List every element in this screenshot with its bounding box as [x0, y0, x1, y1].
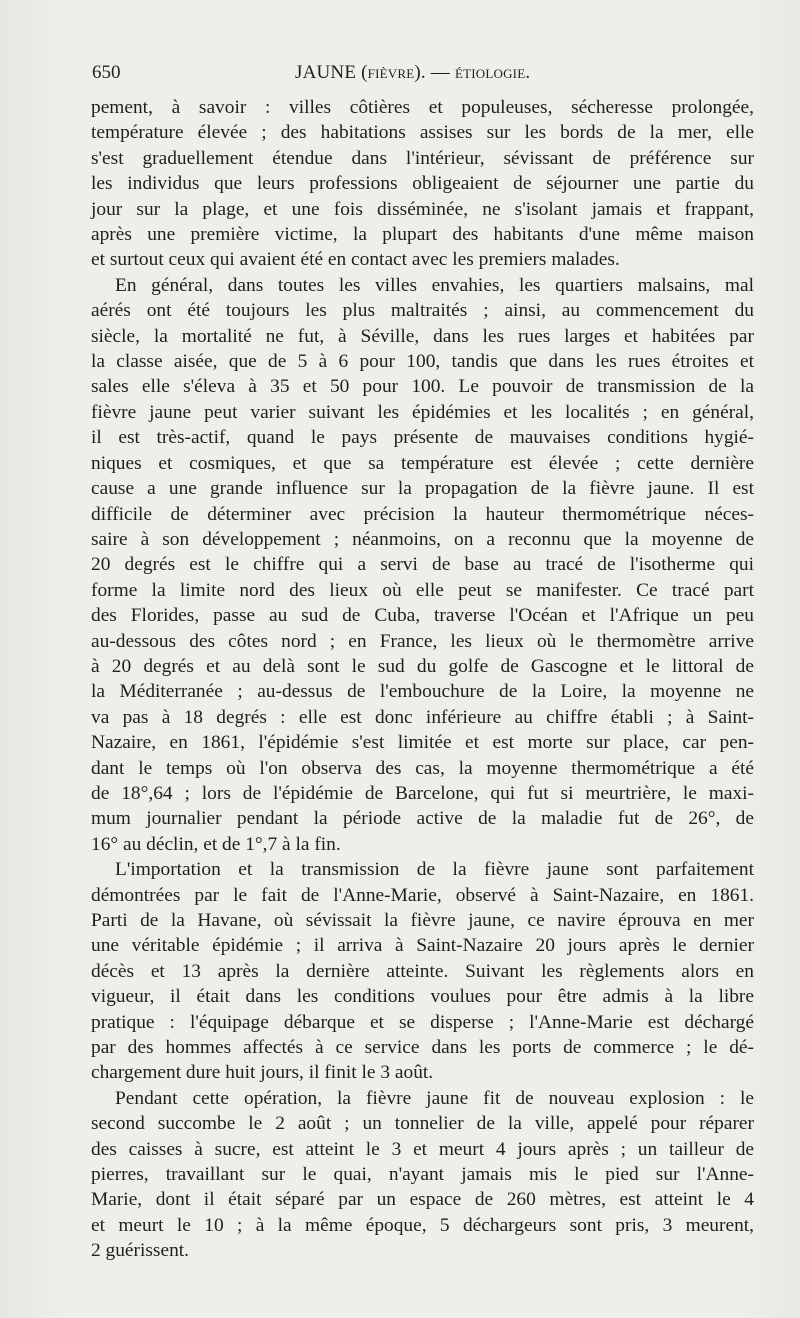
text-line: difficile de déterminer avec précision la hauteur thermométrique néces-: [91, 503, 754, 525]
body-text: [91, 95, 754, 1264]
text-line: fièvre jaune peut varier suivant les épidémies et les localités ; en général,: [91, 401, 754, 423]
text-line: pement, à savoir : villes côtières et populeuses, sécheresse prolongée,: [91, 97, 754, 118]
text-line: des Florides, passe au sud de Cuba, traverse l'Océan et l'Afrique un peu: [91, 605, 754, 627]
text-line: et surtout ceux qui avaient été en contact avec les premiers malades.: [91, 249, 620, 271]
paragraph-4: [91, 1086, 754, 1264]
paragraph-1: [91, 95, 754, 273]
paragraph-2: [91, 273, 754, 857]
text-line: mum journalier pendant la période active de la maladie fut de 26°, de: [91, 808, 754, 830]
text-line: Marie, dont il était séparé par un espace de 260 mètres, est atteint le 4: [91, 1189, 754, 1211]
text-line: des caisses à sucre, est atteint le 3 et meurt 4 jours après ; un tailleur de: [91, 1138, 754, 1160]
text-line: En général, dans toutes les villes envahies, les quartiers malsains, mal: [115, 274, 754, 296]
text-line: sales elle s'éleva à 35 et 50 pour 100. Le pouvoir de transmission de la: [91, 376, 754, 398]
text-line: par des hommes affectés à ce service dans les ports de commerce ; le dé-: [91, 1037, 754, 1059]
text-line: chargement dure huit jours, il finit le 3 août.: [91, 1062, 434, 1084]
text-line: et meurt le 10 ; à la même époque, 5 déchargeurs sont pris, 3 meurent,: [91, 1214, 754, 1236]
text-line: siècle, la mortalité ne fut, à Séville, dans les rues larges et habitées par: [91, 325, 754, 347]
text-line: Nazaire, en 1861, l'épidémie s'est limitée et est morte sur place, car pen-: [91, 732, 754, 754]
text-line: second succombe le 2 août ; un tonnelier de la ville, appelé pour réparer: [91, 1113, 754, 1135]
text-line: décès et 13 après la dernière atteinte. Suivant les règlements alors en: [91, 960, 754, 982]
text-line: dant le temps où l'on observa des cas, la moyenne thermométrique a été: [91, 757, 754, 779]
running-title-dash: —: [430, 62, 450, 83]
running-title: [295, 58, 530, 88]
text-line: 16° au déclin, et de 1°,7 à la fin.: [91, 833, 341, 855]
text-line: il est très-actif, quand le pays présente de mauvaises conditions hygié-: [91, 427, 754, 449]
text-line: Pendant cette opération, la fièvre jaune fit de nouveau explosion : le: [115, 1087, 754, 1109]
text-line: s'est graduellement étendue dans l'intérieur, sévissant de préférence sur: [91, 147, 754, 169]
text-line: la Méditerranée ; au-dessus de l'embouchure de la Loire, la moyenne ne: [91, 681, 754, 703]
text-line: de 18°,64 ; lors de l'épidémie de Barcelone, qui fut si meurtrière, le maxi-: [91, 782, 754, 804]
text-line: Parti de la Havane, où sévissait la fièvre jaune, ce navire éprouva en mer: [91, 910, 754, 931]
text-line: va pas à 18 degrés : elle est donc inférieure au chiffre établi ; à Saint-: [91, 706, 754, 728]
running-header: [92, 58, 755, 88]
running-title-sub: (fièvre).: [361, 62, 426, 83]
text-line: pierres, travaillant sur le quai, n'ayant jamais mis le pied sur l'Anne-: [91, 1164, 754, 1186]
text-line: les individus que leurs professions obligeaient de séjourner une partie du: [91, 173, 754, 195]
text-line: vigueur, il était dans les conditions voulues pour être admis à la libre: [91, 986, 754, 1008]
text-line: au-dessous des côtes nord ; en France, les lieux où le thermomètre arrive: [91, 630, 754, 652]
text-line: à 20 degrés et au delà sont le sud du golfe de Gascogne et le littoral de: [91, 655, 754, 677]
text-line: L'importation et la transmission de la fièvre jaune sont parfaitement: [115, 859, 754, 881]
text-line: saire à son développement ; néanmoins, on a reconnu que la moyenne de: [91, 528, 754, 550]
text-line: après une première victime, la plupart des habitants d'une même maison: [91, 224, 754, 246]
text-line: 2 guérissent.: [91, 1240, 190, 1262]
text-line: 20 degrés est le chiffre qui a servi de base au tracé de l'isotherme qui: [91, 554, 754, 576]
running-title-main: JAUNE: [295, 62, 357, 83]
text-line: jour sur la plage, et une fois disséminée, ne s'isolant jamais et frappant,: [91, 198, 754, 220]
text-line: pratique : l'équipage débarque et se disperse ; l'Anne-Marie est déchargé: [91, 1011, 754, 1033]
text-line: démontrées par le fait de l'Anne-Marie, observé à Saint-Nazaire, en 1861.: [91, 884, 754, 906]
text-line: aérés ont été toujours les plus maltraités ; ainsi, au commencement du: [91, 300, 754, 322]
running-title-section: étiologie.: [454, 62, 531, 83]
text-line: la classe aisée, que de 5 à 6 pour 100, tandis que dans les rues étroites et: [91, 351, 754, 373]
page-number: 650: [92, 62, 121, 83]
text-line: température élevée ; des habitations assises sur les bords de la mer, elle: [91, 122, 754, 144]
text-line: forme la limite nord des lieux où elle peut se manifester. Ce tracé part: [91, 579, 754, 601]
paragraph-3: [91, 857, 754, 1086]
text-line: cause a une grande influence sur la propagation de la fièvre jaune. Il est: [91, 478, 754, 500]
text-line: niques et cosmiques, et que sa température est élevée ; cette dernière: [91, 452, 754, 474]
text-line: une véritable épidémie ; il arriva à Saint-Nazaire 20 jours après le dernier: [91, 935, 754, 957]
